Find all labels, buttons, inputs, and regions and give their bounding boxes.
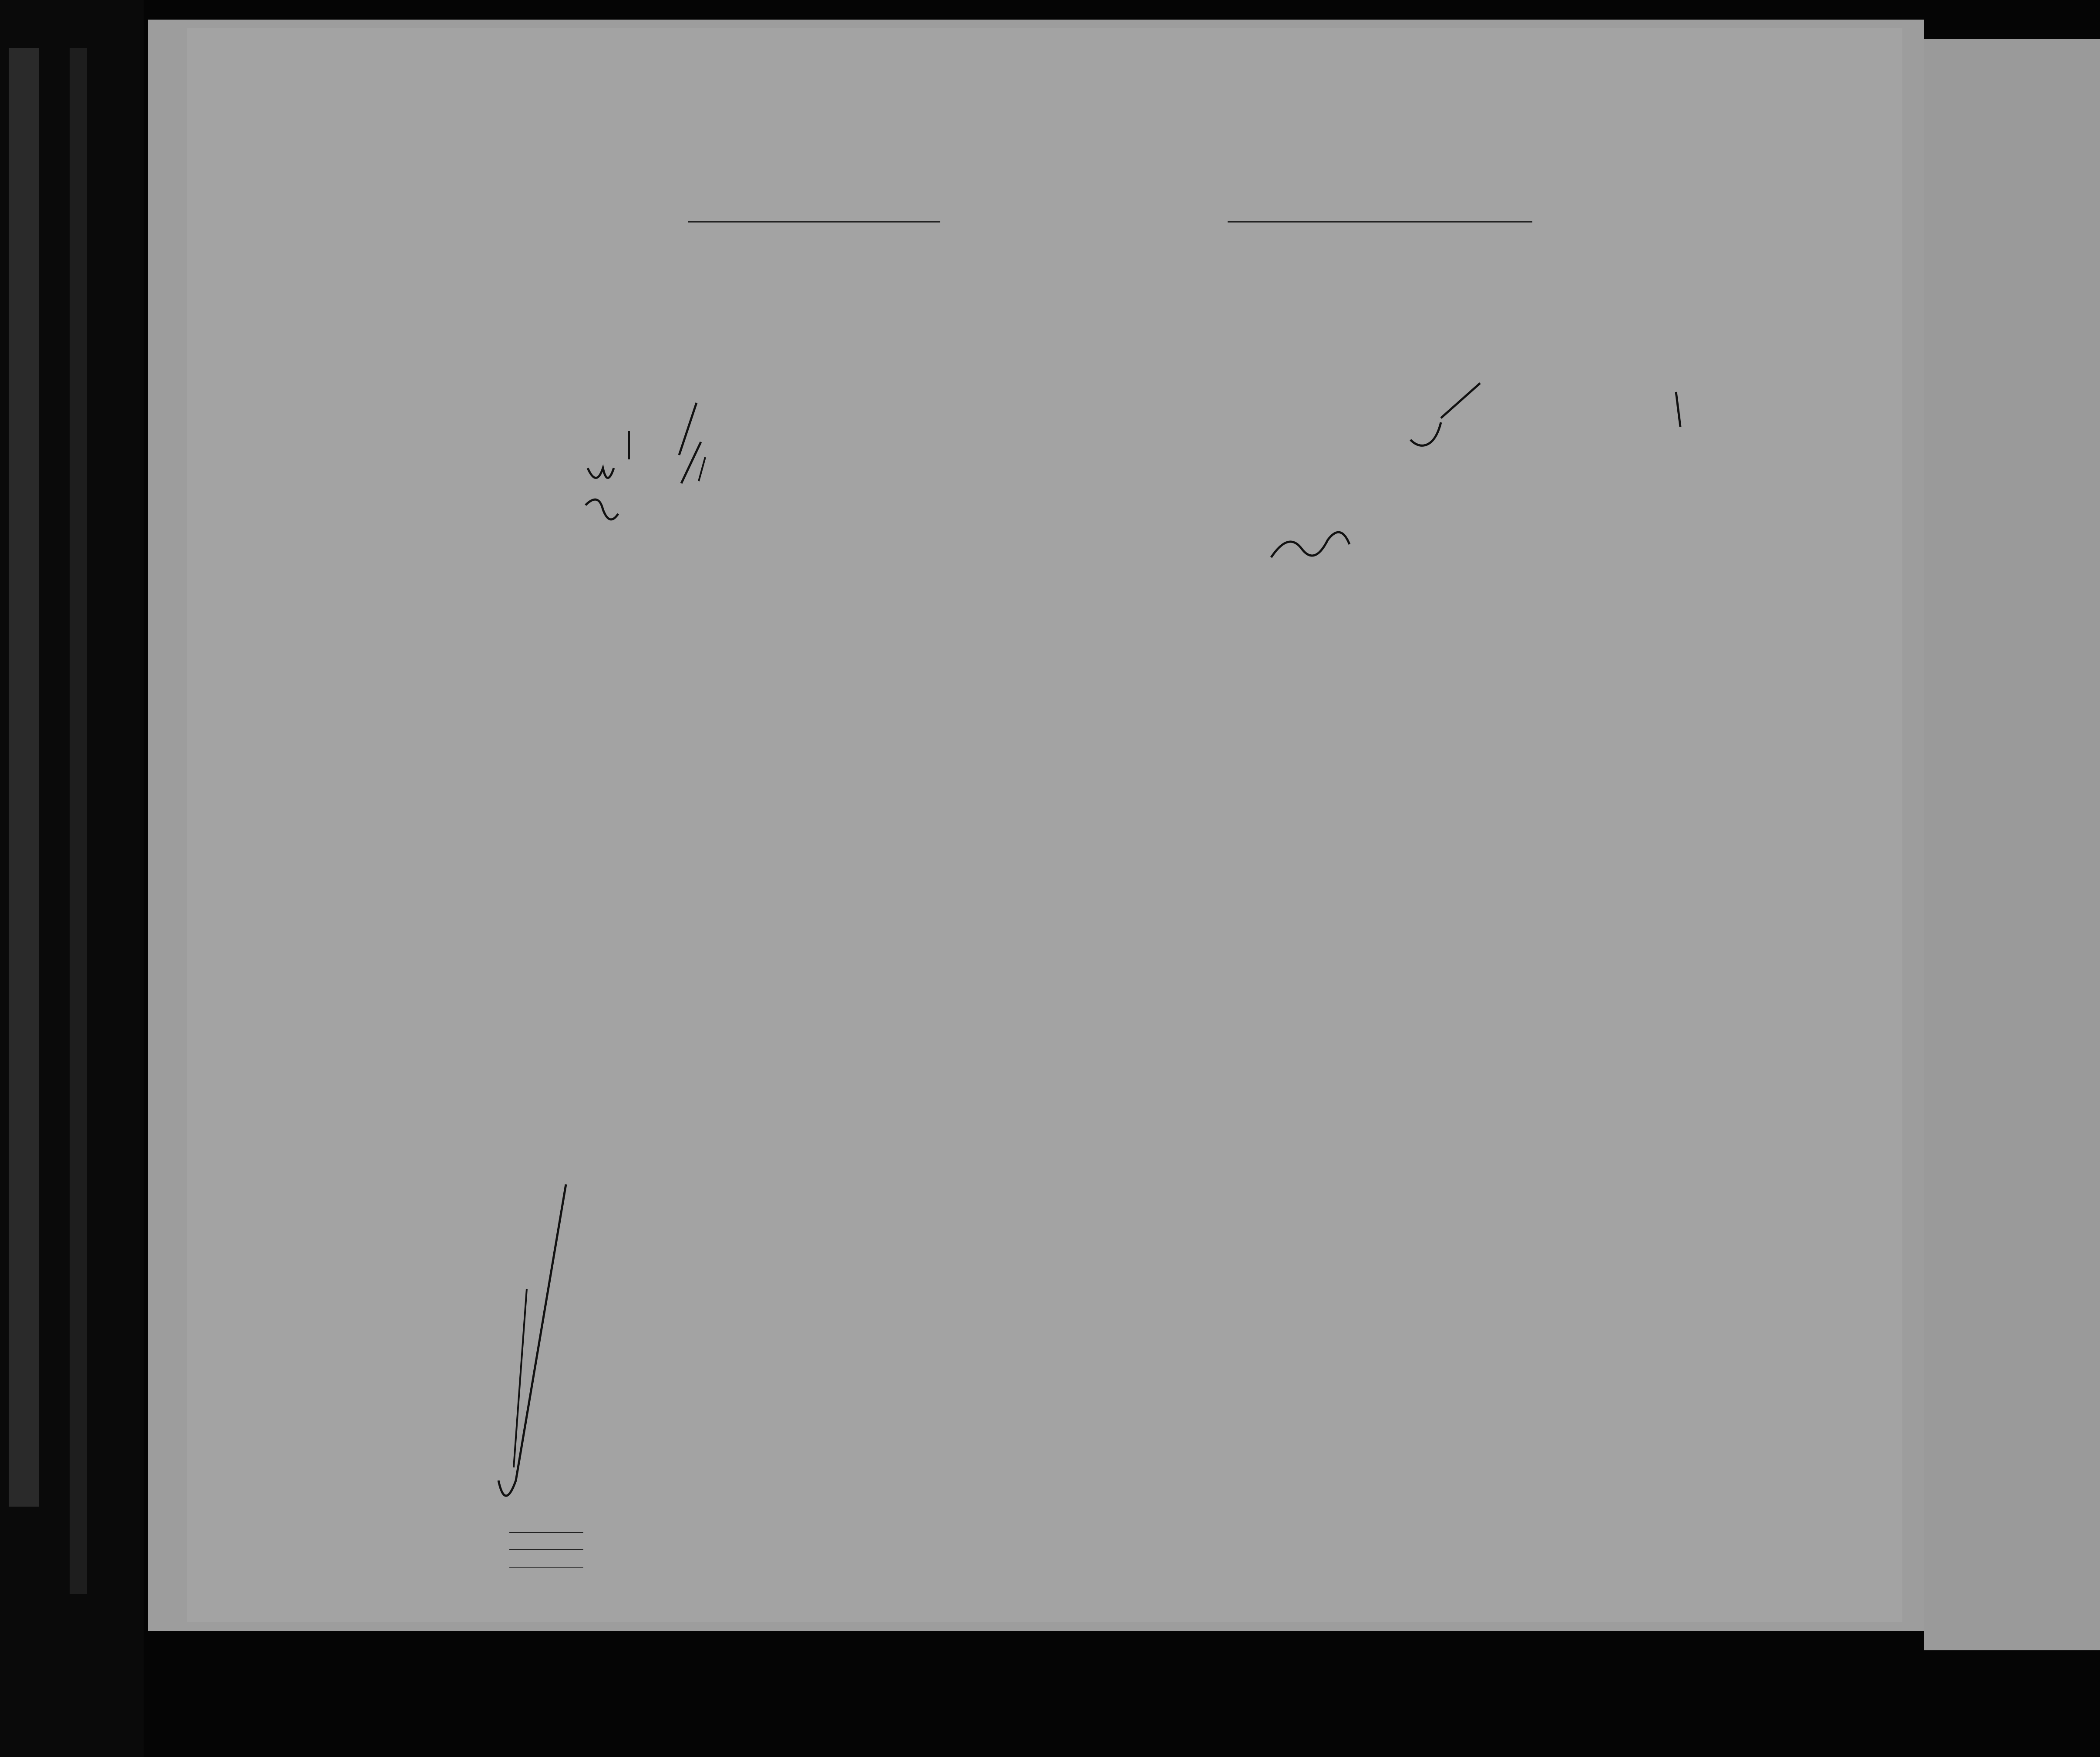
check-mark [699, 457, 705, 481]
check-mark [681, 442, 701, 483]
footer-blank [509, 1532, 583, 1533]
check-mark [679, 403, 697, 455]
initial-w [588, 468, 614, 478]
footer-blank [509, 1567, 583, 1568]
pen-line [514, 1289, 527, 1467]
pen-mark [1410, 383, 1480, 445]
initial-mark [586, 499, 618, 519]
pen-mark [1676, 392, 1680, 427]
signature-scrawl [1271, 532, 1350, 557]
long-tick-mark [498, 1184, 566, 1496]
footer-blank [509, 1549, 583, 1550]
